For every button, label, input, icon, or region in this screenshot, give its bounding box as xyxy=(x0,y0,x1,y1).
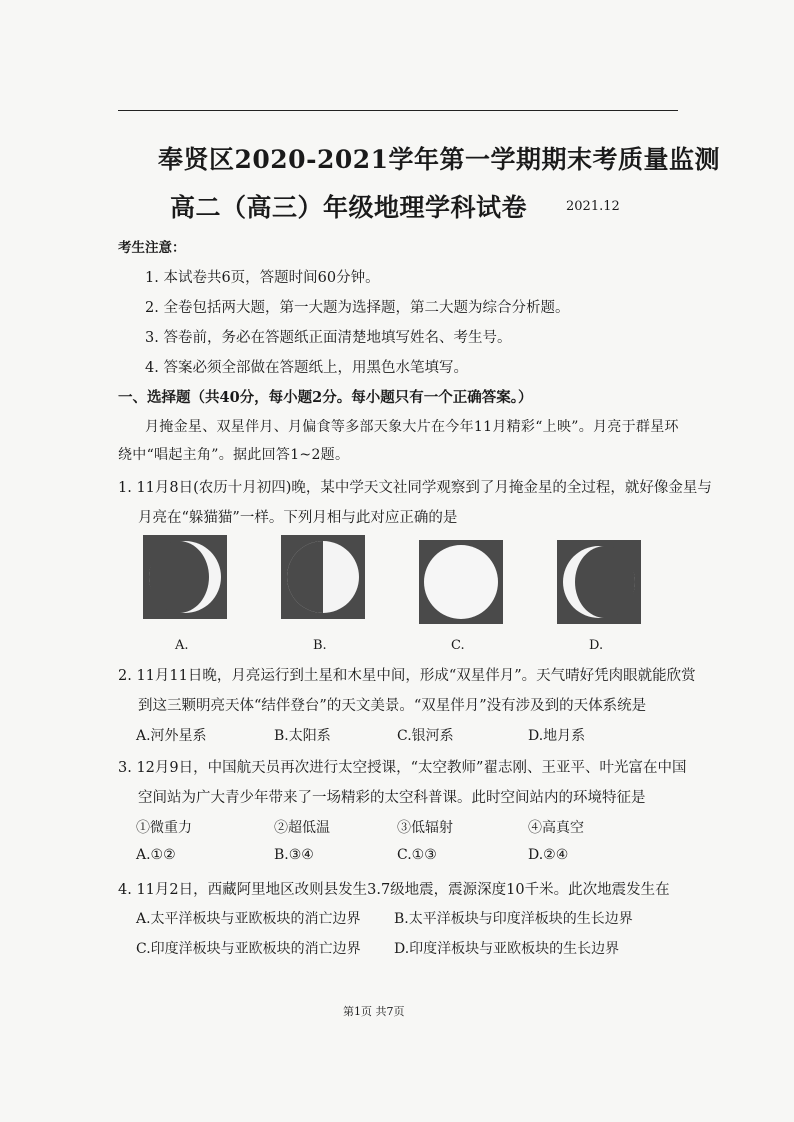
q3-statement: ②超低温 xyxy=(274,820,330,836)
q2-option: C.银河系 xyxy=(397,728,454,744)
q3-statement: ③低辐射 xyxy=(397,820,453,836)
section1-intro: 绕中“唱起主角”。据此回答1~2题。 xyxy=(118,447,350,463)
q4-stem: 4. 11月2日，西藏阿里地区改则县发生3.7级地震，震源深度10千米。此次地震发生在 xyxy=(118,882,670,898)
q2-option: B.太阳系 xyxy=(274,728,331,744)
q3-option: C.①③ xyxy=(397,847,437,863)
moon-phase-a-image xyxy=(143,535,227,619)
q3-statement: ①微重力 xyxy=(136,820,192,836)
notice-heading: 考生注意： xyxy=(118,240,186,256)
q4-option: D.印度洋板块与亚欧板块的生长边界 xyxy=(394,941,620,957)
exam-title-line2: 高二（高三）年级地理学科试卷 xyxy=(170,193,528,222)
q2-option: A.河外星系 xyxy=(136,728,207,744)
section1-intro: 月掩金星、双星伴月、月偏食等多部天象大片在今年11月精彩“上映”。月亮于群星环 xyxy=(145,419,679,435)
moon-phase-b-image xyxy=(281,535,365,619)
q1-stem: 月亮在“躲猫猫”一样。下列月相与此对应正确的是 xyxy=(138,510,458,526)
moon-option-label: C. xyxy=(451,638,465,653)
moon-option-label: D. xyxy=(589,638,604,653)
q2-option: D.地月系 xyxy=(528,728,586,744)
exam-title-line1: 奉贤区2020-2021学年第一学期期末考质量监测 xyxy=(158,145,721,174)
top-rule xyxy=(118,110,678,111)
q1-stem: 1. 11月8日(农历十月初四)晚，某中学天文社同学观察到了月掩金星的全过程，就好像金星与 xyxy=(118,480,712,496)
moon-phase-c-image xyxy=(419,540,503,624)
moon-option-label: B. xyxy=(313,638,327,653)
q3-stem: 空间站为广大青少年带来了一场精彩的太空科普课。此时空间站内的环境特征是 xyxy=(138,790,646,806)
q3-option: B.③④ xyxy=(274,847,314,863)
q3-option: D.②④ xyxy=(528,847,569,863)
q4-option: A.太平洋板块与亚欧板块的消亡边界 xyxy=(136,911,361,927)
moon-option-label: A. xyxy=(175,638,189,653)
q2-stem: 到这三颗明亮天体“结伴登台”的天文美景。“双星伴月”没有涉及到的天体系统是 xyxy=(138,698,647,714)
section1-heading: 一、选择题（共40分，每小题2分。每小题只有一个正确答案。） xyxy=(118,389,533,406)
notice-item: 4. 答案必须全部做在答题纸上，用黑色水笔填写。 xyxy=(145,360,468,376)
q2-stem: 2. 11月11日晚，月亮运行到土星和木星中间，形成“双星伴月”。天气晴好凭肉眼就能欣赏 xyxy=(118,668,696,684)
notice-item: 1. 本试卷共6页，答题时间60分钟。 xyxy=(145,270,380,286)
q4-option: B.太平洋板块与印度洋板块的生长边界 xyxy=(394,911,633,927)
q3-option: A.①② xyxy=(136,847,176,863)
page-footer: 第1页 共7页 xyxy=(343,1005,405,1018)
q4-option: C.印度洋板块与亚欧板块的消亡边界 xyxy=(136,941,361,957)
notice-item: 2. 全卷包括两大题，第一大题为选择题，第二大题为综合分析题。 xyxy=(145,300,570,316)
q3-stem: 3. 12月9日，中国航天员再次进行太空授课，“太空教师”翟志刚、王亚平、叶光富在中国 xyxy=(118,760,687,776)
moon-phase-d-image xyxy=(557,540,641,624)
exam-date: 2021.12 xyxy=(566,199,620,214)
q3-statement: ④高真空 xyxy=(528,820,584,836)
notice-item: 3. 答卷前，务必在答题纸正面清楚地填写姓名、考生号。 xyxy=(145,330,512,346)
